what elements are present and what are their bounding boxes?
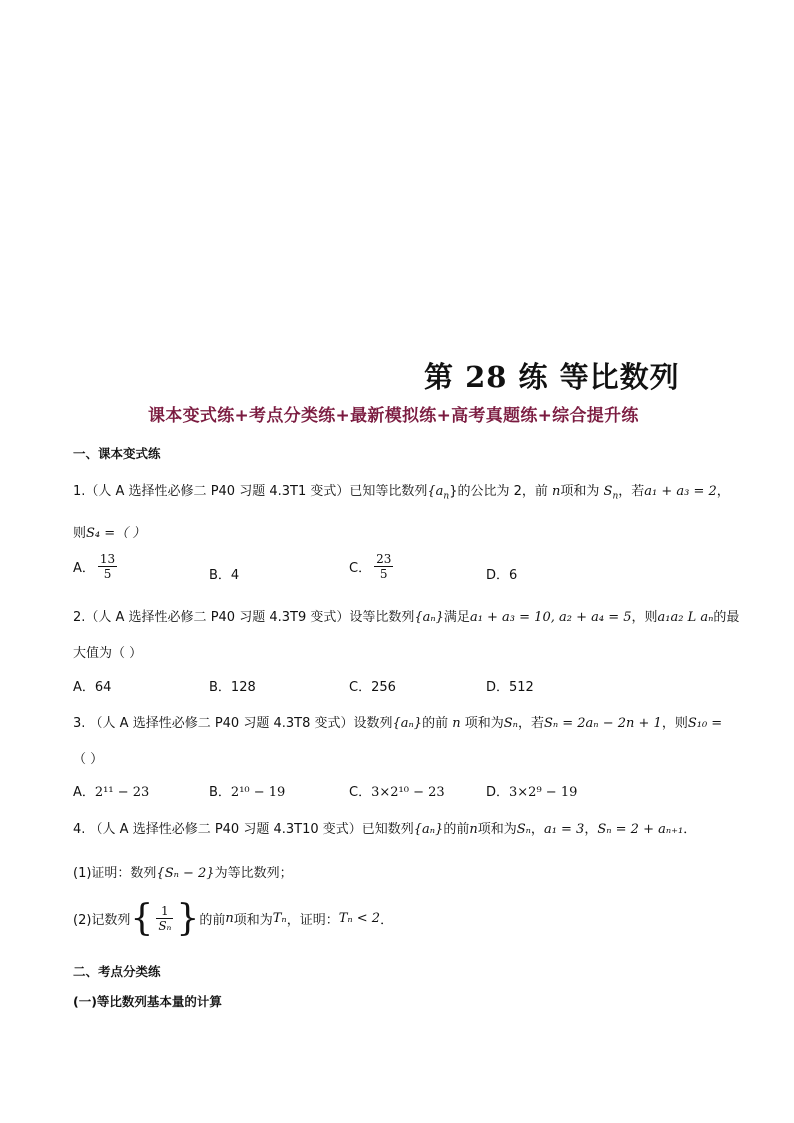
q1-a-num: 13: [99, 552, 116, 566]
q1-mid2: 项和为: [560, 484, 600, 499]
q3-mid3: ，若: [517, 716, 544, 731]
question-3: [73, 712, 722, 731]
q2-option-c: C．256: [349, 680, 396, 695]
question-1-line2: [73, 522, 145, 541]
q2-line2: 大值为（ ）: [73, 646, 143, 661]
q4-c1: ，: [530, 822, 544, 837]
q3-option-d: D．3×2⁹ − 19: [486, 785, 578, 800]
q4-p2-cond: Tₙ < 2: [338, 911, 381, 926]
q1-S: S: [603, 484, 613, 499]
q2-end: 的最: [713, 610, 740, 625]
q1-option-a: A． $\frac{13}{5}$: [73, 552, 116, 581]
q2-option-b: B．128: [209, 680, 256, 695]
q4-part-1: [73, 862, 293, 881]
q2-prefix: 2.（人 A 选择性必修二 P40 习题 4.3T9 变式）设等比数列: [73, 610, 415, 625]
section-heading-2: 二、考点分类练: [73, 964, 161, 979]
q3-line2: （ ）: [73, 752, 104, 767]
q4-p2-n: n: [225, 911, 234, 926]
q1-mid1: }的公比为 2，前: [449, 484, 548, 499]
q1-n: n: [552, 484, 561, 499]
q1-option-d: D．6: [486, 568, 518, 583]
q4-p2-T: Tₙ: [272, 911, 287, 926]
question-1: 1.（人 A 选择性必修二 P40 习题 4.3T1 变式）已知等比数列$\{a_n\}$的公比为 2，前 n项和为 $S_n$，若a₁ + a₃ = 2，: [73, 484, 730, 502]
q1-cond: a₁ + a₃ = 2: [644, 484, 717, 499]
q4-cond2: Sₙ = 2 + aₙ₊₁: [597, 822, 684, 837]
q3-S: Sₙ: [503, 716, 518, 731]
q3-mid: 的前: [422, 716, 449, 731]
q4-p2-mid: 的前: [199, 913, 226, 928]
q1-option-b: B．4: [209, 568, 240, 583]
q4-prefix: 4. （人 A 选择性必修二 P40 习题 4.3T10 变式）已知数列: [73, 822, 414, 837]
q4-p2-end: ．: [380, 913, 394, 928]
q4-c2: ，: [584, 822, 598, 837]
q2-prod: a₁a₂ L aₙ: [657, 610, 714, 625]
q4-p1-prefix: (1)证明：数列: [73, 866, 157, 881]
q4-part-2: (2)记数列{ $\frac{1}{\text{Sₙ}}$ }的前n项和为Tₙ，证明：Tₙ < 2．: [73, 898, 394, 939]
q1-option-c: C． $\frac{23}{5}$: [349, 552, 392, 581]
q4-mid: 的前: [443, 822, 470, 837]
q3-option-c: C．3×2¹⁰ − 23: [349, 785, 445, 800]
question-2: [73, 606, 739, 625]
q4-mid2: 项和为: [477, 822, 517, 837]
q3-option-a: A．2¹¹ − 23: [73, 785, 150, 800]
section-heading-1: 一、课本变式练: [73, 446, 161, 461]
q1-c-den: 5: [379, 567, 388, 581]
q3-ask: S₁₀ =: [687, 716, 723, 731]
q3-seq: {aₙ}: [392, 716, 423, 731]
q3-mid2: 项和为: [464, 716, 504, 731]
q4-p2-prefix: (2)记数列: [73, 913, 131, 928]
q4-p2-mid2: 项和为: [233, 913, 273, 928]
q1-line2: 则: [73, 526, 87, 541]
q3-mid4: ，则: [661, 716, 688, 731]
q1-prefix: 1.（人 A 选择性必修二 P40 习题 4.3T1 变式）已知等比数列: [73, 484, 428, 499]
q4-p1-end: 为等比数列；: [214, 866, 293, 881]
q4-p1-seq: {Sₙ − 2}: [156, 866, 215, 881]
q3-prefix: 3. （人 A 选择性必修二 P40 习题 4.3T8 变式）设数列: [73, 716, 393, 731]
q1-c-num: 23: [376, 552, 392, 566]
q2-seq: {aₙ}: [414, 610, 444, 625]
q4-n: n: [469, 822, 478, 837]
question-4: [73, 818, 696, 837]
q1-end: ，: [716, 484, 730, 499]
q1-a-den: 5: [103, 567, 112, 581]
q4-p2-den: Sₙ: [158, 919, 172, 933]
q3-n: n: [452, 716, 461, 731]
q2-mid: 满足: [443, 610, 470, 625]
q2-mid2: ，则: [631, 610, 658, 625]
q2-cond: a₁ + a₃ = 10, a₂ + a₄ = 5: [469, 610, 632, 625]
subsection-heading: (一)等比数列基本量的计算: [73, 994, 222, 1009]
q3-cond: Sₙ = 2aₙ − 2n + 1: [543, 716, 662, 731]
q4-end: ．: [683, 822, 697, 837]
q1-seq: {a: [427, 484, 444, 499]
q1-ask: S₄ =（ ）: [86, 526, 146, 541]
q4-cond1: a₁ = 3: [543, 822, 585, 837]
q2-option-a: A．64: [73, 680, 112, 695]
q1-mid3: ，若: [618, 484, 645, 499]
q4-p2-num: 1: [156, 904, 173, 919]
page-title: 第 28 练 等比数列: [424, 360, 680, 394]
q4-S: Sₙ: [516, 822, 531, 837]
q4-seq: {aₙ}: [413, 822, 444, 837]
q2-option-d: D．512: [486, 680, 534, 695]
q4-p2-mid3: ，证明：: [286, 913, 339, 928]
page-subtitle: 课本变式练+考点分类练+最新模拟练+高考真题练+综合提升练: [148, 406, 639, 426]
q3-option-b: B．2¹⁰ − 19: [209, 785, 286, 800]
